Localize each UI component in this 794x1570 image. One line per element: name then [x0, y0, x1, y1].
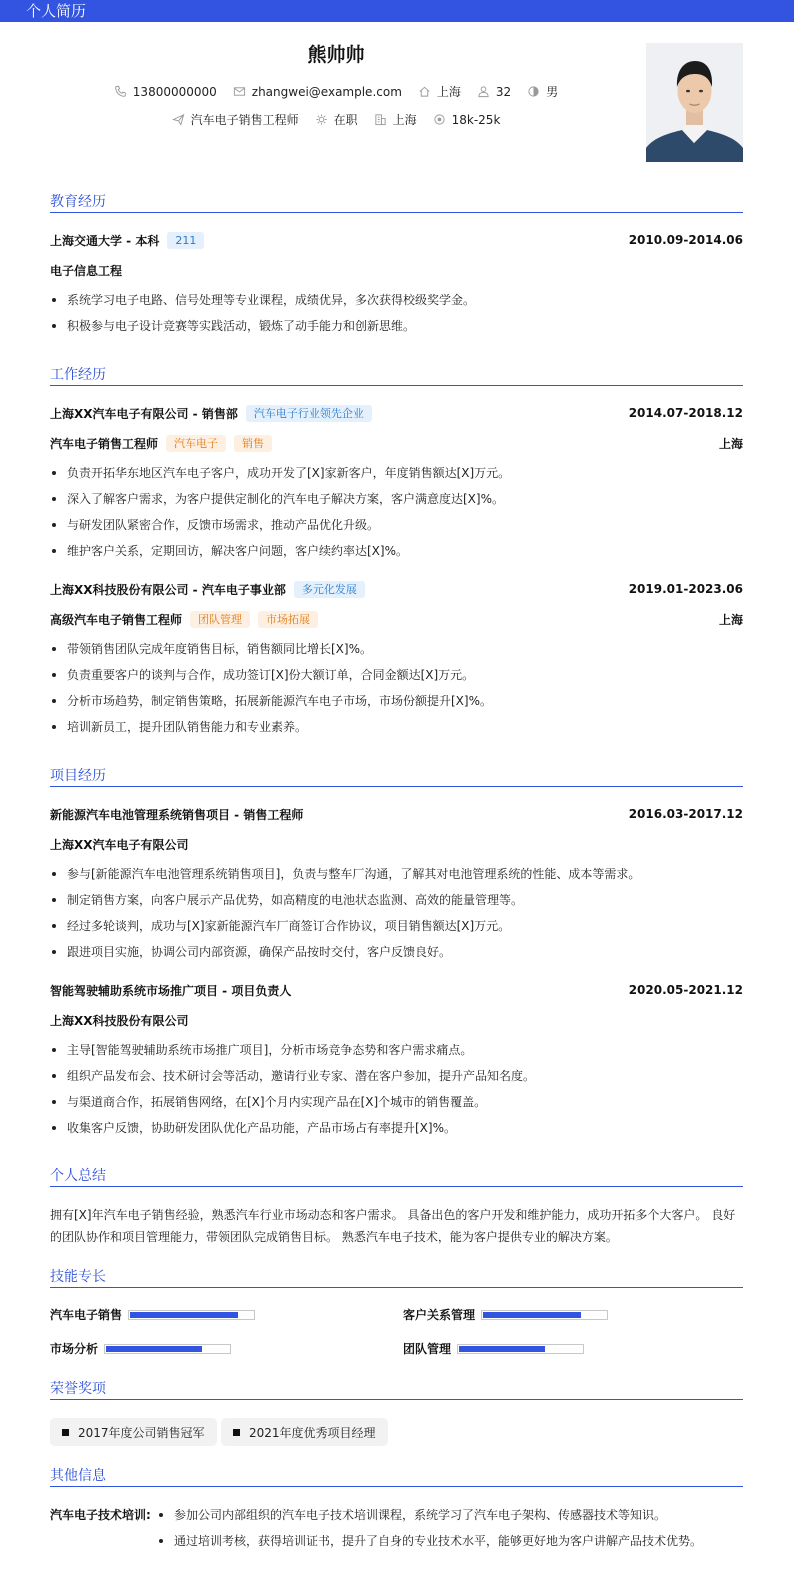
project-header-row: [50, 804, 743, 824]
work-bullet: 深入了解客户需求，为客户提供定制化的汽车电子解决方案，客户满意度达[X]%。: [50, 490, 743, 508]
other-bullet: 参加公司内部组织的汽车电子技术培训课程，系统学习了汽车电子架构、传感器技术等知识。: [157, 1506, 747, 1524]
work-company-row: [50, 403, 743, 423]
project-header-row: [50, 980, 743, 1000]
location-text: 上海: [436, 85, 461, 99]
phone-icon: [114, 85, 127, 98]
section-title-awards: 荣誉奖项: [50, 1380, 743, 1400]
section-title-summary: 个人总结: [50, 1167, 743, 1187]
position-item: [172, 111, 299, 128]
skill-bar: [128, 1310, 255, 1320]
work-bullet: 负责重要客户的谈判与合作，成功签订[X]份大额订单，合同金额达[X]万元。: [50, 666, 743, 684]
award-text: 2021年度优秀项目经理: [249, 1425, 376, 1440]
project-date: 2016.03-2017.12: [628, 807, 743, 821]
education-bullet: 积极参与电子设计竞赛等实践活动，锻炼了动手能力和创新思维。: [50, 317, 743, 335]
section-title-work: 工作经历: [50, 366, 743, 386]
project-bullet: 组织产品发布会、技术研讨会等活动，邀请行业专家、潜在客户参加，提升产品知名度。: [50, 1067, 743, 1085]
skill-item: [403, 1306, 608, 1323]
skill-fill: [130, 1312, 238, 1318]
work-company-row: [50, 579, 743, 599]
project-bullet: 参与[新能源汽车电池管理系统销售项目]，负责与整车厂沟通，了解其对电池管理系统的性能、成本等需求。: [50, 865, 743, 883]
status-item: [315, 111, 358, 128]
skill-item: [50, 1306, 255, 1323]
project-name: 新能源汽车电池管理系统销售项目 - 销售工程师: [50, 807, 304, 822]
role-tag: 市场拓展: [258, 611, 318, 628]
project-company-row: [50, 834, 743, 854]
salary-text: 18k-25k: [451, 112, 501, 127]
skill-bar: [457, 1344, 584, 1354]
gender-item: [527, 83, 558, 100]
square-bullet-icon: [62, 1429, 69, 1436]
project-bullet: 制定销售方案，向客户展示产品优势，如高精度的电池状态监测、高效的能量管理等。: [50, 891, 743, 909]
work-date: 2019.01-2023.06: [628, 582, 743, 596]
major-row: [50, 260, 743, 280]
company-tag: 多元化发展: [294, 581, 365, 598]
skill-fill: [106, 1346, 202, 1352]
job-intent-row: [0, 111, 672, 128]
age-item: [477, 85, 511, 99]
role-tag: 团队管理: [190, 611, 250, 628]
header-bar: [0, 0, 794, 22]
section-title-projects: 项目经历: [50, 767, 743, 787]
project-company: 上海XX科技股份有限公司: [50, 1013, 189, 1028]
section-title-skills: 技能专长: [50, 1268, 743, 1288]
work-date: 2014.07-2018.12: [628, 406, 743, 420]
project-bullet: 主导[智能驾驶辅助系统市场推广项目]，分析市场竞争态势和客户需求痛点。: [50, 1041, 743, 1059]
skill-name: 客户关系管理: [403, 1308, 476, 1322]
project-company: 上海XX汽车电子有限公司: [50, 837, 189, 852]
other-label: 汽车电子技术培训:: [50, 1508, 151, 1522]
role-tag: 汽车电子: [166, 435, 226, 452]
section-title-other: 其他信息: [50, 1467, 743, 1487]
location-item: [418, 83, 461, 100]
square-bullet-icon: [233, 1429, 240, 1436]
work-bullet: 维护客户关系，定期回访，解决客户问题，客户续约率达[X]%。: [50, 542, 743, 560]
phone-item: [114, 85, 217, 99]
work-bullet: 与研发团队紧密合作，反馈市场需求，推动产品优化升级。: [50, 516, 743, 534]
role-name: 高级汽车电子销售工程师: [50, 612, 183, 627]
company-name: 上海XX科技股份有限公司 - 汽车电子事业部: [50, 582, 286, 597]
project-bullet: 与渠道商合作，拓展销售网络，在[X]个月内实现产品在[X]个城市的销售覆盖。: [50, 1093, 743, 1111]
education-bullet: 系统学习电子电路、信号处理等专业课程，成绩优异，多次获得校级奖学金。: [50, 291, 743, 309]
skill-fill: [459, 1346, 545, 1352]
school-name: 上海交通大学 - 本科: [50, 233, 160, 248]
salary-icon: [433, 113, 446, 126]
skill-item: [403, 1340, 584, 1357]
project-company-row: [50, 1010, 743, 1030]
summary-text: [50, 1204, 743, 1248]
role-tag: 销售: [234, 435, 272, 452]
work-city: 上海: [718, 436, 743, 451]
send-icon: [172, 113, 185, 126]
project-name: 智能驾驶辅助系统市场推广项目 - 项目负责人: [50, 983, 292, 998]
email-item: [233, 85, 402, 99]
work-bullet: 带领销售团队完成年度销售目标，销售额同比增长[X]%。: [50, 640, 743, 658]
skill-name: 团队管理: [403, 1342, 452, 1356]
school-tag: 211: [167, 232, 204, 249]
summary-line: 的团队协作和项目管理能力，带领团队完成销售目标。 熟悉汽车电子技术，能为客户提供专业的解决方案。: [50, 1230, 618, 1244]
gender-icon: [527, 85, 540, 98]
award-text: 2017年度公司销售冠军: [78, 1425, 205, 1440]
role-name: 汽车电子销售工程师: [50, 436, 159, 451]
project-bullet: 跟进项目实施，协调公司内部资源，确保产品按时交付，客户反馈良好。: [50, 943, 743, 961]
award-chip: [221, 1418, 388, 1446]
project-bullet: 收集客户反馈，协助研发团队优化产品功能，产品市场占有率提升[X]%。: [50, 1119, 743, 1137]
major-name: 电子信息工程: [50, 263, 123, 278]
skill-name: 市场分析: [50, 1342, 99, 1356]
education-date: 2010.09-2014.06: [628, 233, 743, 247]
work-bullet: 培训新员工，提升团队销售能力和专业素养。: [50, 718, 743, 736]
other-bullet: 通过培训考核，获得培训证书，提升了自身的专业技术水平，能够更好地为客户讲解产品技术优势。: [157, 1532, 747, 1550]
section-title-education: 教育经历: [50, 193, 743, 213]
salary-item: [433, 113, 501, 127]
work-city: 上海: [718, 612, 743, 627]
work-role-row: [50, 433, 743, 453]
phone-text: 13800000000: [132, 84, 217, 99]
mail-icon: [233, 85, 246, 98]
summary-line: 拥有[X]年汽车电子销售经验，熟悉汽车行业市场动态和客户需求。 具备出色的客户开发和维护能力，成功开拓多个大客户。 良好: [50, 1208, 736, 1222]
skill-bar: [481, 1310, 608, 1320]
work-role-row: [50, 609, 743, 629]
skill-name: 汽车电子销售: [50, 1308, 123, 1322]
project-bullet: 经过多轮谈判，成功与[X]家新能源汽车厂商签订合作协议，项目销售额达[X]万元。: [50, 917, 743, 935]
city-item: [374, 111, 417, 128]
age-text: 32: [495, 84, 512, 99]
city-text: 上海: [392, 113, 417, 127]
candidate-name: 熊帅帅: [307, 44, 365, 66]
education-header-row: [50, 230, 743, 250]
status-text: 在职: [333, 113, 358, 127]
company-tag: 汽车电子行业领先企业: [246, 405, 372, 422]
header-title: 个人简历: [26, 2, 87, 20]
work-bullet: 分析市场趋势，制定销售策略，拓展新能源汽车电子市场，市场份额提升[X]%。: [50, 692, 743, 710]
work-bullet: 负责开拓华东地区汽车电子客户，成功开发了[X]家新客户，年度销售额达[X]万元。: [50, 464, 743, 482]
building-icon: [374, 113, 387, 126]
status-icon: [315, 113, 328, 126]
position-text: 汽车电子销售工程师: [190, 113, 299, 127]
contact-row: [0, 83, 672, 100]
project-date: 2020.05-2021.12: [628, 983, 743, 997]
skill-bar: [104, 1344, 231, 1354]
award-chip: [50, 1418, 217, 1446]
company-name: 上海XX汽车电子有限公司 - 销售部: [50, 406, 238, 421]
skill-fill: [483, 1312, 581, 1318]
person-icon: [477, 85, 490, 98]
gender-text: 男: [546, 85, 559, 99]
profile-photo: [646, 43, 743, 162]
home-icon: [418, 85, 431, 98]
email-text: zhangwei@example.com: [251, 84, 402, 99]
skill-item: [50, 1340, 231, 1357]
